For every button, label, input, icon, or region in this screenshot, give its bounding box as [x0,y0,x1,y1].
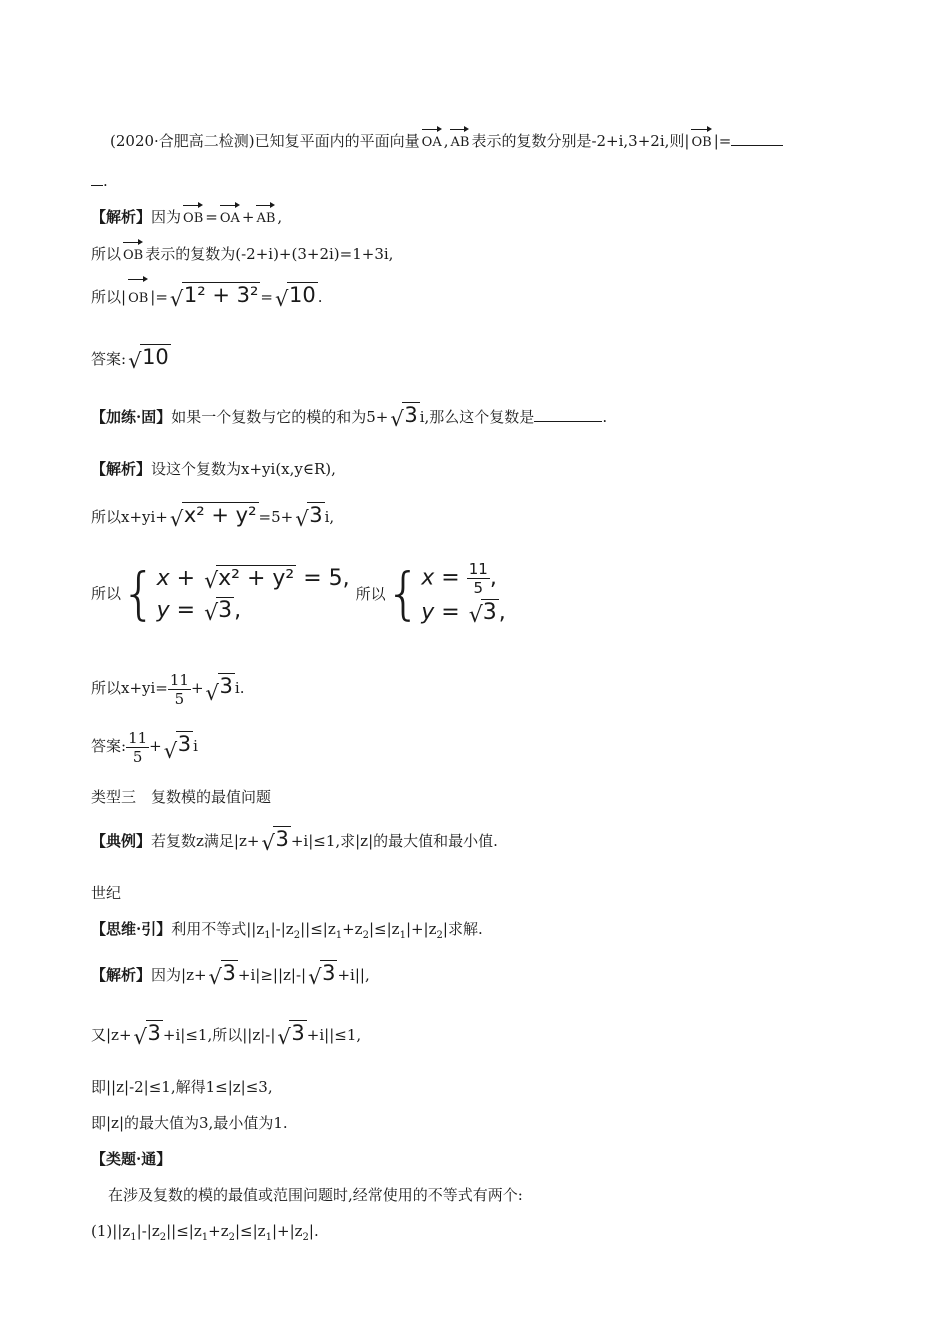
text: . [317,288,323,306]
text: i, [324,508,335,526]
sqrt-three: √ 3 [163,732,192,763]
sqrt-three: √ 3 [390,403,418,431]
similar-intro [108,1184,523,1206]
analysis3-line1: 【解析】因为|z+ √ 3 +i|≥||z|-| √ 3 +i||, [91,956,370,992]
text: +i|≤1,求|z|的最大值和最小值. [290,832,498,850]
fraction-11-5: $\frac{11}{5}$ [169,670,189,708]
text: 所以 [91,584,122,603]
similar-label-line [91,1148,171,1170]
sqrt-ten: √ 10 [275,283,316,311]
century-line [91,882,121,904]
sqrt-three: √ 3 [133,1021,161,1049]
fraction-11-5: $\frac{11}{5}$ [468,560,488,597]
system-2-row-2: y = √ 3, [421,597,505,629]
problem-prefix: (2020·合肥高二检测)已知复平面内的平面向量 [110,132,420,150]
system-1 [157,563,350,627]
text: 所以x+yi+ [91,508,168,526]
text: 所以| [91,288,127,306]
text: =5+ [258,508,294,526]
section-heading: 类型三 复数模的最值问题 [91,788,272,806]
text: i [193,737,198,755]
sqrt-three: √ 3 [468,600,497,628]
text: 所以 [91,245,122,263]
analysis3-line4 [91,1112,288,1134]
text: = [260,288,273,306]
text: 若复数z满足|z+ [151,832,260,850]
thinking-line: 【思维·引】利用不等式$||z_1|-|z_2||\le|z_1+z_2|\le|z_1|+|z_2|$求解. [91,920,483,941]
fraction-11-5: $\frac{11}{5}$ [128,728,148,766]
text: |= [150,288,168,306]
text: , [277,208,283,226]
vector-oa: OA [422,128,442,154]
problem-line [110,128,783,154]
system-2 [421,560,505,629]
text: 设这个复数为x+yi(x,y∈R), [151,460,336,478]
thinking-label: 【思维·引】 [91,920,172,938]
answer-sqrt-ten: √ 10 [128,345,169,373]
vector-ob: OB [128,278,148,316]
sqrt-x2-y2: √ x² + y² [204,565,295,594]
analysis2-line2 [91,498,334,534]
analysis1-line1 [91,204,282,230]
system-1-row-2: y = √ 3, [157,595,350,627]
analysis-label: 【解析】 [91,460,152,478]
vector-ab: AB [256,204,275,230]
sqrt-three: √ 3 [308,961,336,989]
text: 在涉及复数的模的最值或范围问题时,经常使用的不等式有两个: [108,1186,523,1204]
system-2-row-1: x = $\frac{11}{5}$ , [421,560,497,597]
answer-blank-cont [91,171,103,186]
analysis-label: 【解析】 [91,966,152,984]
sqrt-three: √ 3 [208,961,236,989]
analysis-label: 【解析】 [91,208,152,226]
similar-label: 【类题·通】 [91,1150,172,1168]
practice-line [91,398,607,434]
text: 表示的复数为(-2+i)+(3+2i)=1+3i, [145,245,394,263]
text: . [602,408,608,426]
analysis1-line2 [91,241,393,267]
answer-label: 答案: [91,350,127,368]
vector-ob: OB [691,128,711,154]
sqrt-three: √ 3 [295,503,323,531]
sqrt-x2-y2: √ x² + y² [169,503,257,531]
text: 即|z|的最大值为3,最小值为1. [91,1114,288,1132]
analysis1-line3 [91,278,323,316]
sqrt-three: √ 3 [277,1021,305,1049]
example-label: 【典例】 [91,832,152,850]
century-text: 世纪 [91,884,122,902]
text: + [241,208,255,226]
answer-blank [534,407,602,422]
vector-ab: AB [450,128,469,154]
answer-label: 答案: [91,737,127,755]
sqrt-three: √ 3 [204,597,233,626]
analysis3-line2: 又|z+ √ 3 +i|≤1,所以||z|-| √ 3 +i||≤1, [91,1016,361,1052]
text: 即||z|-2|≤1,解得1≤|z|≤3, [91,1078,273,1096]
sqrt-expression: √ 1² + 3² [169,283,259,311]
sqrt-three: √ 3 [205,674,233,705]
practice-label: 【加练·固】 [91,408,172,426]
equation-systems [91,560,506,629]
problem-middle: 表示的复数分别是-2+i,3+2i,则| [471,132,690,150]
comma: , [443,132,449,150]
answer1-line [91,340,171,376]
analysis2-line4 [91,666,245,708]
problem-line-2 [91,170,108,192]
sqrt-three: √ 3 [261,827,289,855]
text: + [149,737,162,755]
text: 因为 [151,208,182,226]
text: i. [234,679,245,697]
problem-suffix: |= [713,132,732,150]
system-1-row-1: x + √ x² + y² = 5, [157,563,350,595]
text: + [190,679,204,697]
text: = [205,208,218,226]
text: 所以x+yi= [91,679,168,697]
similar-item-1: $(1)||z_1|-|z_2||\le|z_1+z_2|\le|z_1|+|z_2|$. [91,1222,319,1243]
text: 如果一个复数与它的模的和为5+ [171,408,389,426]
section-type3 [91,786,271,808]
left-brace: { [385,561,422,627]
vector-ob: OB [123,241,143,267]
example-line [91,822,498,858]
left-brace: { [121,561,157,627]
analysis2-line1 [91,458,336,480]
text: 所以 [355,584,386,603]
answer2-line [91,724,198,766]
answer-blank [731,131,783,146]
vector-ob: OB [183,204,203,230]
text: i,那么这个复数是 [419,408,535,426]
vector-oa: OA [220,204,240,230]
period: . [103,172,108,190]
analysis3-line3 [91,1076,273,1098]
